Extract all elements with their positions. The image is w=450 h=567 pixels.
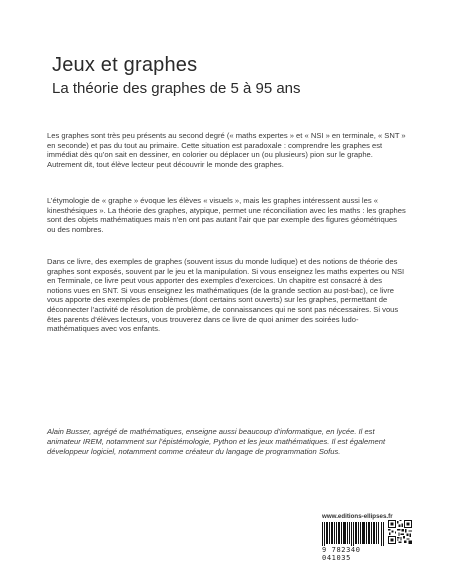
qr-code-icon [388,520,412,544]
isbn-number: 9 782340 041035 [322,546,361,562]
barcode-icon [322,522,384,546]
summary-paragraph-2: L’étymologie de « graphe » évoque les élèves « visuels », mais les graphes intéressent aussi les « kinesthésiques ». La théorie des graphes, atypique, permet une réconciliation avec les maths : les graphes sont des objets mathématiques mais n’en ont pas autant l’air que par exemple des figures géométriques ou des nombres. [47,196,406,234]
author-bio: Alain Busser, agrégé de mathématiques, enseigne aussi beaucoup d’informatique, en lycée. Il est animateur IREM, notamment sur l’épistémologie, Python et les jeux mathématiques. Il est également développeur logiciel, notamment comme créateur du langage de programmation Sofus. [47,427,386,456]
book-subtitle: La théorie des graphes de 5 à 95 ans [52,80,301,97]
summary-paragraph-3: Dans ce livre, des exemples de graphes (souvent issus du monde ludique) et des notions de théorie des graphes sont exposés, souvent par le jeu et la manipulation. Si vous enseignez les maths expertes ou NSI en Terminale, ce livre peut vous apporter des exemples d’exercices. Un chapitre est consacré à des notions vues en SNT. Si vous enseignez les mathématiques (de la grande section au post-bac), ce livre vous apporte des exemples de problèmes (dont certains sont ouverts) sur les graphes, permettant de déconnecter l’activité de résolution de problème, de connaissances qui ne sont pas nécessaires. Si vous êtes parents d’élèves lecteurs, vous trouverez dans ce livre de quoi animer des soirées ludo-mathématiques avec vos enfants. [47,257,405,334]
summary-paragraph-1: Les graphes sont très peu présents au second degré (« maths expertes » et « NSI » en terminale, « SNT » en seconde) et pas du tout au primaire. Cette situation est paradoxale : comprendre les graphes est immédiat dès qu’on sait en dessiner, en colorier ou déplacer un (ou plusieurs) pion sur le graphe. Autrement dit, tout élève lecteur peut découvrir le monde des graphes. [47,131,406,169]
book-title: Jeux et graphes [52,54,198,76]
publisher-website: www.editions-ellipses.fr [322,513,393,520]
